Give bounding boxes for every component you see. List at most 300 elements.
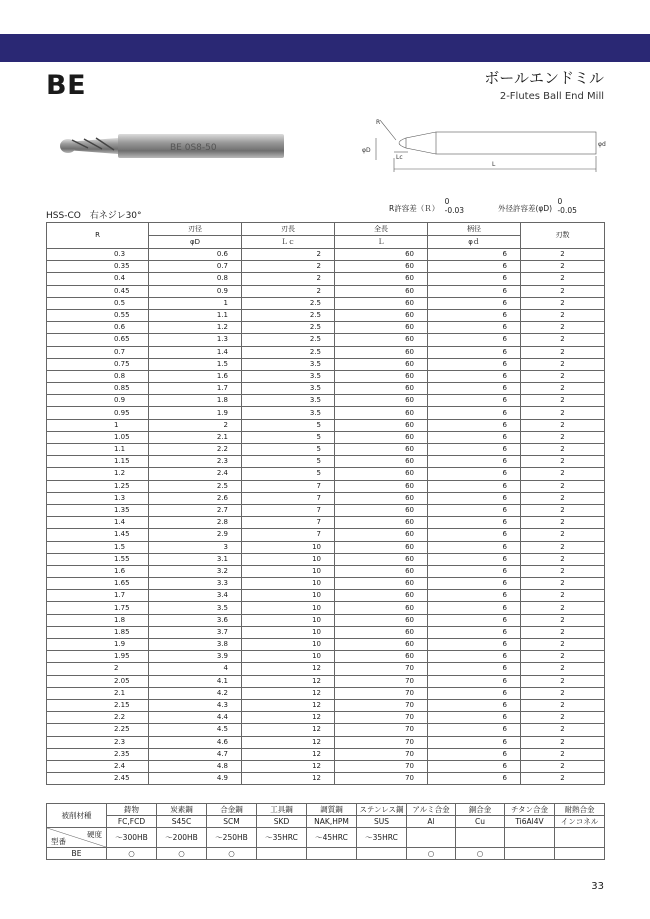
shank-dia-value: 6 bbox=[428, 529, 521, 541]
shank-dia-value: 6 bbox=[428, 517, 521, 529]
r-value: 1.35 bbox=[47, 504, 149, 516]
blade-len-value: 12 bbox=[242, 736, 335, 748]
shank-dia-value: 6 bbox=[428, 724, 521, 736]
be-compatibility bbox=[307, 848, 357, 860]
outer-tolerance-label: 外径許容差(φD) bbox=[498, 204, 553, 213]
shank-dia-value: 6 bbox=[428, 407, 521, 419]
flutes-value: 2 bbox=[521, 675, 605, 687]
table-row bbox=[47, 748, 605, 760]
shank-dia-value: 6 bbox=[428, 456, 521, 468]
material-grade: Ti6Al4V bbox=[505, 816, 555, 828]
table-row bbox=[47, 358, 605, 370]
total-len-value: 70 bbox=[335, 773, 428, 785]
blade-dia-value: 4.8 bbox=[149, 760, 242, 772]
blade-len-value: 2.5 bbox=[242, 334, 335, 346]
table-row bbox=[47, 541, 605, 553]
flutes-value: 2 bbox=[521, 370, 605, 382]
table-row bbox=[47, 395, 605, 407]
r-value: 1.3 bbox=[47, 492, 149, 504]
r-value: 0.95 bbox=[47, 407, 149, 419]
r-value: 1.85 bbox=[47, 626, 149, 638]
r-tolerance-label: R許容差（Ｒ） bbox=[389, 204, 440, 213]
total-len-value: 60 bbox=[335, 407, 428, 419]
table-row bbox=[47, 590, 605, 602]
table-row bbox=[47, 419, 605, 431]
total-len-value: 60 bbox=[335, 626, 428, 638]
page-number: 33 bbox=[591, 881, 604, 892]
flutes-value: 2 bbox=[521, 541, 605, 553]
material-name: 耐熱合金 bbox=[555, 804, 605, 816]
r-value: 1.7 bbox=[47, 590, 149, 602]
header-shank-dia-sym: φｄ bbox=[428, 236, 521, 249]
product-title-jp: ボールエンドミル bbox=[484, 69, 604, 87]
total-len-value: 60 bbox=[335, 614, 428, 626]
header-flutes: 刃数 bbox=[521, 223, 605, 249]
r-value: 1.1 bbox=[47, 444, 149, 456]
blade-len-value: 5 bbox=[242, 431, 335, 443]
r-value: 1.15 bbox=[47, 456, 149, 468]
header-blade-dia-sym: φD bbox=[149, 236, 242, 249]
blade-dia-value: 0.9 bbox=[149, 285, 242, 297]
blade-len-value: 12 bbox=[242, 675, 335, 687]
r-value: 2.1 bbox=[47, 687, 149, 699]
blade-len-value: 5 bbox=[242, 468, 335, 480]
table-row bbox=[47, 273, 605, 285]
material-grade: Cu bbox=[456, 816, 505, 828]
total-len-value: 60 bbox=[335, 456, 428, 468]
total-len-value: 60 bbox=[335, 651, 428, 663]
total-len-value: 60 bbox=[335, 492, 428, 504]
blade-len-value: 3.5 bbox=[242, 383, 335, 395]
be-compatibility: ○ bbox=[157, 848, 207, 860]
flutes-value: 2 bbox=[521, 687, 605, 699]
table-row bbox=[47, 578, 605, 590]
shank-dia-value: 6 bbox=[428, 419, 521, 431]
r-value: 1.75 bbox=[47, 602, 149, 614]
table-row bbox=[47, 565, 605, 577]
material-name: 工具鋼 bbox=[257, 804, 307, 816]
shank-dia-value: 6 bbox=[428, 322, 521, 334]
r-value: 1.9 bbox=[47, 639, 149, 651]
shank-dia-value: 6 bbox=[428, 663, 521, 675]
shank-dia-value: 6 bbox=[428, 285, 521, 297]
shank-dia-value: 6 bbox=[428, 675, 521, 687]
table-row bbox=[47, 736, 605, 748]
r-value: 1 bbox=[47, 419, 149, 431]
flutes-value: 2 bbox=[521, 760, 605, 772]
shank-dia-value: 6 bbox=[428, 358, 521, 370]
table-row bbox=[47, 383, 605, 395]
r-value: 0.5 bbox=[47, 297, 149, 309]
table-row bbox=[47, 760, 605, 772]
blade-len-value: 10 bbox=[242, 639, 335, 651]
table-row bbox=[47, 468, 605, 480]
blade-len-value: 10 bbox=[242, 553, 335, 565]
material-name: アルミ合金 bbox=[407, 804, 456, 816]
r-value: 0.6 bbox=[47, 322, 149, 334]
flutes-value: 2 bbox=[521, 699, 605, 711]
r-value: 1.95 bbox=[47, 651, 149, 663]
blade-len-value: 2 bbox=[242, 285, 335, 297]
table-row bbox=[47, 517, 605, 529]
flutes-value: 2 bbox=[521, 578, 605, 590]
material-name: 合金鋼 bbox=[207, 804, 257, 816]
shank-dia-value: 6 bbox=[428, 565, 521, 577]
r-value: 0.65 bbox=[47, 334, 149, 346]
r-value: 1.8 bbox=[47, 614, 149, 626]
shank-dia-value: 6 bbox=[428, 383, 521, 395]
total-len-value: 70 bbox=[335, 712, 428, 724]
flutes-value: 2 bbox=[521, 529, 605, 541]
blade-len-value: 7 bbox=[242, 504, 335, 516]
table-row bbox=[47, 724, 605, 736]
outer-tolerance-upper: 0 bbox=[557, 197, 563, 206]
flutes-value: 2 bbox=[521, 346, 605, 358]
total-len-value: 70 bbox=[335, 724, 428, 736]
table-row bbox=[47, 626, 605, 638]
total-len-value: 60 bbox=[335, 541, 428, 553]
flutes-value: 2 bbox=[521, 590, 605, 602]
r-value: 2.35 bbox=[47, 748, 149, 760]
blade-len-value: 5 bbox=[242, 419, 335, 431]
flutes-value: 2 bbox=[521, 395, 605, 407]
table-row bbox=[47, 249, 605, 261]
r-value: 2 bbox=[47, 663, 149, 675]
blade-len-value: 2 bbox=[242, 261, 335, 273]
shank-dia-value: 6 bbox=[428, 297, 521, 309]
shank-dia-value: 6 bbox=[428, 651, 521, 663]
shank-dia-value: 6 bbox=[428, 273, 521, 285]
blade-dia-value: 1.2 bbox=[149, 322, 242, 334]
total-len-value: 60 bbox=[335, 419, 428, 431]
r-tolerance bbox=[389, 197, 464, 215]
r-value: 0.85 bbox=[47, 383, 149, 395]
flutes-value: 2 bbox=[521, 407, 605, 419]
blade-dia-value: 3.7 bbox=[149, 626, 242, 638]
r-value: 0.35 bbox=[47, 261, 149, 273]
flutes-value: 2 bbox=[521, 712, 605, 724]
blade-dia-value: 2.4 bbox=[149, 468, 242, 480]
model-be-label: BE bbox=[47, 848, 107, 860]
material-grade: SKD bbox=[257, 816, 307, 828]
material-grade: NAK,HPM bbox=[307, 816, 357, 828]
flutes-value: 2 bbox=[521, 626, 605, 638]
blade-dia-value: 1.3 bbox=[149, 334, 242, 346]
r-value: 1.5 bbox=[47, 541, 149, 553]
flutes-value: 2 bbox=[521, 639, 605, 651]
blade-len-value: 2.5 bbox=[242, 346, 335, 358]
shank-dia-value: 6 bbox=[428, 687, 521, 699]
blade-dia-value: 3.2 bbox=[149, 565, 242, 577]
material-hardness: ～35HRC bbox=[257, 828, 307, 848]
r-tolerance-upper: 0 bbox=[444, 197, 450, 206]
blade-len-value: 2.5 bbox=[242, 297, 335, 309]
blade-dia-value: 4.7 bbox=[149, 748, 242, 760]
blade-dia-value: 1.8 bbox=[149, 395, 242, 407]
blade-len-value: 10 bbox=[242, 565, 335, 577]
table-row bbox=[47, 444, 605, 456]
flutes-value: 2 bbox=[521, 553, 605, 565]
shank-dia-value: 6 bbox=[428, 431, 521, 443]
total-len-value: 60 bbox=[335, 444, 428, 456]
blade-len-value: 5 bbox=[242, 456, 335, 468]
r-value: 1.2 bbox=[47, 468, 149, 480]
blade-len-value: 12 bbox=[242, 724, 335, 736]
total-len-value: 70 bbox=[335, 699, 428, 711]
be-compatibility bbox=[505, 848, 555, 860]
shank-dia-value: 6 bbox=[428, 578, 521, 590]
shank-dia-value: 6 bbox=[428, 626, 521, 638]
flutes-value: 2 bbox=[521, 504, 605, 516]
shank-dia-value: 6 bbox=[428, 614, 521, 626]
table-row bbox=[47, 651, 605, 663]
material-hardness: ～300HB bbox=[107, 828, 157, 848]
shank-dia-value: 6 bbox=[428, 370, 521, 382]
table-row bbox=[47, 322, 605, 334]
table-row bbox=[47, 614, 605, 626]
dimension-drawing bbox=[360, 114, 610, 182]
material-table bbox=[46, 803, 605, 860]
blade-len-value: 12 bbox=[242, 760, 335, 772]
material-grade: SCM bbox=[207, 816, 257, 828]
outer-tolerance-lower: -0.05 bbox=[557, 206, 577, 215]
be-compatibility bbox=[555, 848, 605, 860]
be-compatibility: ○ bbox=[407, 848, 456, 860]
flutes-value: 2 bbox=[521, 468, 605, 480]
blade-dia-value: 2.6 bbox=[149, 492, 242, 504]
flutes-value: 2 bbox=[521, 322, 605, 334]
header-blade-len-sym: Ｌｃ bbox=[242, 236, 335, 249]
r-value: 0.7 bbox=[47, 346, 149, 358]
shank-dia-value: 6 bbox=[428, 553, 521, 565]
drawing-label-r: R bbox=[376, 119, 381, 126]
blade-len-value: 10 bbox=[242, 602, 335, 614]
header-blade-len: 刃長 bbox=[242, 223, 335, 236]
material-name: 調質鋼 bbox=[307, 804, 357, 816]
total-len-value: 70 bbox=[335, 663, 428, 675]
blade-len-value: 2.5 bbox=[242, 309, 335, 321]
blade-dia-value: 2.1 bbox=[149, 431, 242, 443]
table-row bbox=[47, 675, 605, 687]
r-value: 1.25 bbox=[47, 480, 149, 492]
flutes-value: 2 bbox=[521, 602, 605, 614]
blade-len-value: 7 bbox=[242, 529, 335, 541]
r-value: 0.45 bbox=[47, 285, 149, 297]
blade-dia-value: 2.7 bbox=[149, 504, 242, 516]
total-len-value: 70 bbox=[335, 687, 428, 699]
total-len-value: 60 bbox=[335, 517, 428, 529]
shank-dia-value: 6 bbox=[428, 480, 521, 492]
shank-dia-value: 6 bbox=[428, 468, 521, 480]
flutes-value: 2 bbox=[521, 273, 605, 285]
material-hardness bbox=[555, 828, 605, 848]
table-row bbox=[47, 370, 605, 382]
shank-dia-value: 6 bbox=[428, 334, 521, 346]
blade-dia-value: 1.1 bbox=[149, 309, 242, 321]
r-value: 2.4 bbox=[47, 760, 149, 772]
total-len-value: 60 bbox=[335, 504, 428, 516]
header-total-len: 全長 bbox=[335, 223, 428, 236]
blade-dia-value: 2.8 bbox=[149, 517, 242, 529]
material-hardness bbox=[456, 828, 505, 848]
blade-len-value: 12 bbox=[242, 699, 335, 711]
table-row bbox=[47, 480, 605, 492]
be-compatibility bbox=[257, 848, 307, 860]
blade-dia-value: 0.7 bbox=[149, 261, 242, 273]
shank-dia-value: 6 bbox=[428, 395, 521, 407]
spec-table bbox=[46, 222, 605, 785]
table-row bbox=[47, 346, 605, 358]
blade-len-value: 5 bbox=[242, 444, 335, 456]
shank-dia-value: 6 bbox=[428, 736, 521, 748]
r-value: 2.3 bbox=[47, 736, 149, 748]
blade-len-value: 10 bbox=[242, 651, 335, 663]
r-tolerance-lower: -0.03 bbox=[444, 206, 465, 215]
shank-dia-value: 6 bbox=[428, 309, 521, 321]
be-compatibility: ○ bbox=[456, 848, 505, 860]
r-value: 2.05 bbox=[47, 675, 149, 687]
shank-dia-value: 6 bbox=[428, 760, 521, 772]
blade-dia-value: 4.6 bbox=[149, 736, 242, 748]
blade-len-value: 12 bbox=[242, 687, 335, 699]
blade-dia-value: 3.3 bbox=[149, 578, 242, 590]
table-row bbox=[47, 431, 605, 443]
blade-dia-value: 1.7 bbox=[149, 383, 242, 395]
table-row bbox=[47, 699, 605, 711]
shank-dia-value: 6 bbox=[428, 699, 521, 711]
shank-dia-value: 6 bbox=[428, 249, 521, 261]
flutes-value: 2 bbox=[521, 480, 605, 492]
blade-len-value: 7 bbox=[242, 480, 335, 492]
material-name: 鋳物 bbox=[107, 804, 157, 816]
blade-dia-value: 0.8 bbox=[149, 273, 242, 285]
r-value: 2.25 bbox=[47, 724, 149, 736]
blade-len-value: 3.5 bbox=[242, 358, 335, 370]
total-len-value: 70 bbox=[335, 736, 428, 748]
header-r: R bbox=[47, 223, 149, 249]
total-len-value: 60 bbox=[335, 395, 428, 407]
shank-dia-value: 6 bbox=[428, 504, 521, 516]
blade-dia-value: 0.6 bbox=[149, 249, 242, 261]
blade-len-value: 2 bbox=[242, 273, 335, 285]
blade-dia-value: 4.4 bbox=[149, 712, 242, 724]
blade-len-value: 10 bbox=[242, 590, 335, 602]
flutes-value: 2 bbox=[521, 456, 605, 468]
material-grade: S45C bbox=[157, 816, 207, 828]
table-row bbox=[47, 285, 605, 297]
blade-dia-value: 4.9 bbox=[149, 773, 242, 785]
photo-engraving: BE 0S8-50 bbox=[170, 143, 217, 153]
table-row bbox=[47, 529, 605, 541]
r-value: 1.05 bbox=[47, 431, 149, 443]
total-len-value: 60 bbox=[335, 480, 428, 492]
total-len-value: 70 bbox=[335, 748, 428, 760]
blade-dia-value: 3.6 bbox=[149, 614, 242, 626]
table-row bbox=[47, 663, 605, 675]
material-hardness: ～35HRC bbox=[357, 828, 407, 848]
blade-dia-value: 1.4 bbox=[149, 346, 242, 358]
shank-dia-value: 6 bbox=[428, 444, 521, 456]
blade-dia-value: 2.2 bbox=[149, 444, 242, 456]
blade-dia-value: 1 bbox=[149, 297, 242, 309]
total-len-value: 60 bbox=[335, 261, 428, 273]
flutes-value: 2 bbox=[521, 285, 605, 297]
total-len-value: 60 bbox=[335, 468, 428, 480]
r-value: 0.9 bbox=[47, 395, 149, 407]
total-len-value: 60 bbox=[335, 565, 428, 577]
blade-dia-value: 2.3 bbox=[149, 456, 242, 468]
table-row bbox=[47, 309, 605, 321]
hardness-model-cell bbox=[47, 828, 107, 848]
flutes-value: 2 bbox=[521, 663, 605, 675]
total-len-value: 60 bbox=[335, 578, 428, 590]
total-len-value: 60 bbox=[335, 297, 428, 309]
product-title-en: 2-Flutes Ball End Mill bbox=[499, 91, 604, 102]
blade-len-value: 10 bbox=[242, 578, 335, 590]
r-value: 1.6 bbox=[47, 565, 149, 577]
flutes-value: 2 bbox=[521, 431, 605, 443]
material-hardness bbox=[505, 828, 555, 848]
be-compatibility bbox=[357, 848, 407, 860]
flutes-value: 2 bbox=[521, 517, 605, 529]
be-compatibility: ○ bbox=[107, 848, 157, 860]
shank-dia-value: 6 bbox=[428, 773, 521, 785]
blade-len-value: 2.5 bbox=[242, 322, 335, 334]
total-len-value: 60 bbox=[335, 590, 428, 602]
total-len-value: 60 bbox=[335, 602, 428, 614]
work-material-label: 被削材種 bbox=[47, 804, 107, 828]
material-name: ステンレス鋼 bbox=[357, 804, 407, 816]
shank-dia-value: 6 bbox=[428, 492, 521, 504]
total-len-value: 70 bbox=[335, 675, 428, 687]
blade-len-value: 3.5 bbox=[242, 370, 335, 382]
blade-dia-value: 1.5 bbox=[149, 358, 242, 370]
flutes-value: 2 bbox=[521, 309, 605, 321]
table-row bbox=[47, 297, 605, 309]
flutes-value: 2 bbox=[521, 334, 605, 346]
blade-dia-value: 2 bbox=[149, 419, 242, 431]
blade-len-value: 10 bbox=[242, 541, 335, 553]
r-value: 2.15 bbox=[47, 699, 149, 711]
flutes-value: 2 bbox=[521, 736, 605, 748]
blade-dia-value: 4.1 bbox=[149, 675, 242, 687]
r-value: 0.75 bbox=[47, 358, 149, 370]
end-mill-photo bbox=[58, 128, 286, 164]
blade-dia-value: 3.8 bbox=[149, 639, 242, 651]
total-len-value: 60 bbox=[335, 249, 428, 261]
flutes-value: 2 bbox=[521, 419, 605, 431]
material-hardness bbox=[407, 828, 456, 848]
r-value: 0.4 bbox=[47, 273, 149, 285]
table-row bbox=[47, 261, 605, 273]
hardness-label: 硬度 bbox=[87, 830, 102, 839]
r-value: 1.65 bbox=[47, 578, 149, 590]
header-band bbox=[0, 34, 650, 62]
flutes-value: 2 bbox=[521, 261, 605, 273]
blade-len-value: 10 bbox=[242, 626, 335, 638]
blade-dia-value: 3 bbox=[149, 541, 242, 553]
blade-dia-value: 4.2 bbox=[149, 687, 242, 699]
r-value: 0.55 bbox=[47, 309, 149, 321]
total-len-value: 60 bbox=[335, 309, 428, 321]
flutes-value: 2 bbox=[521, 492, 605, 504]
shank-dia-value: 6 bbox=[428, 590, 521, 602]
blade-dia-value: 1.9 bbox=[149, 407, 242, 419]
total-len-value: 60 bbox=[335, 553, 428, 565]
material-name: 炭素鋼 bbox=[157, 804, 207, 816]
blade-dia-value: 3.4 bbox=[149, 590, 242, 602]
drawing-label-phi-d-large: φD bbox=[362, 147, 371, 154]
